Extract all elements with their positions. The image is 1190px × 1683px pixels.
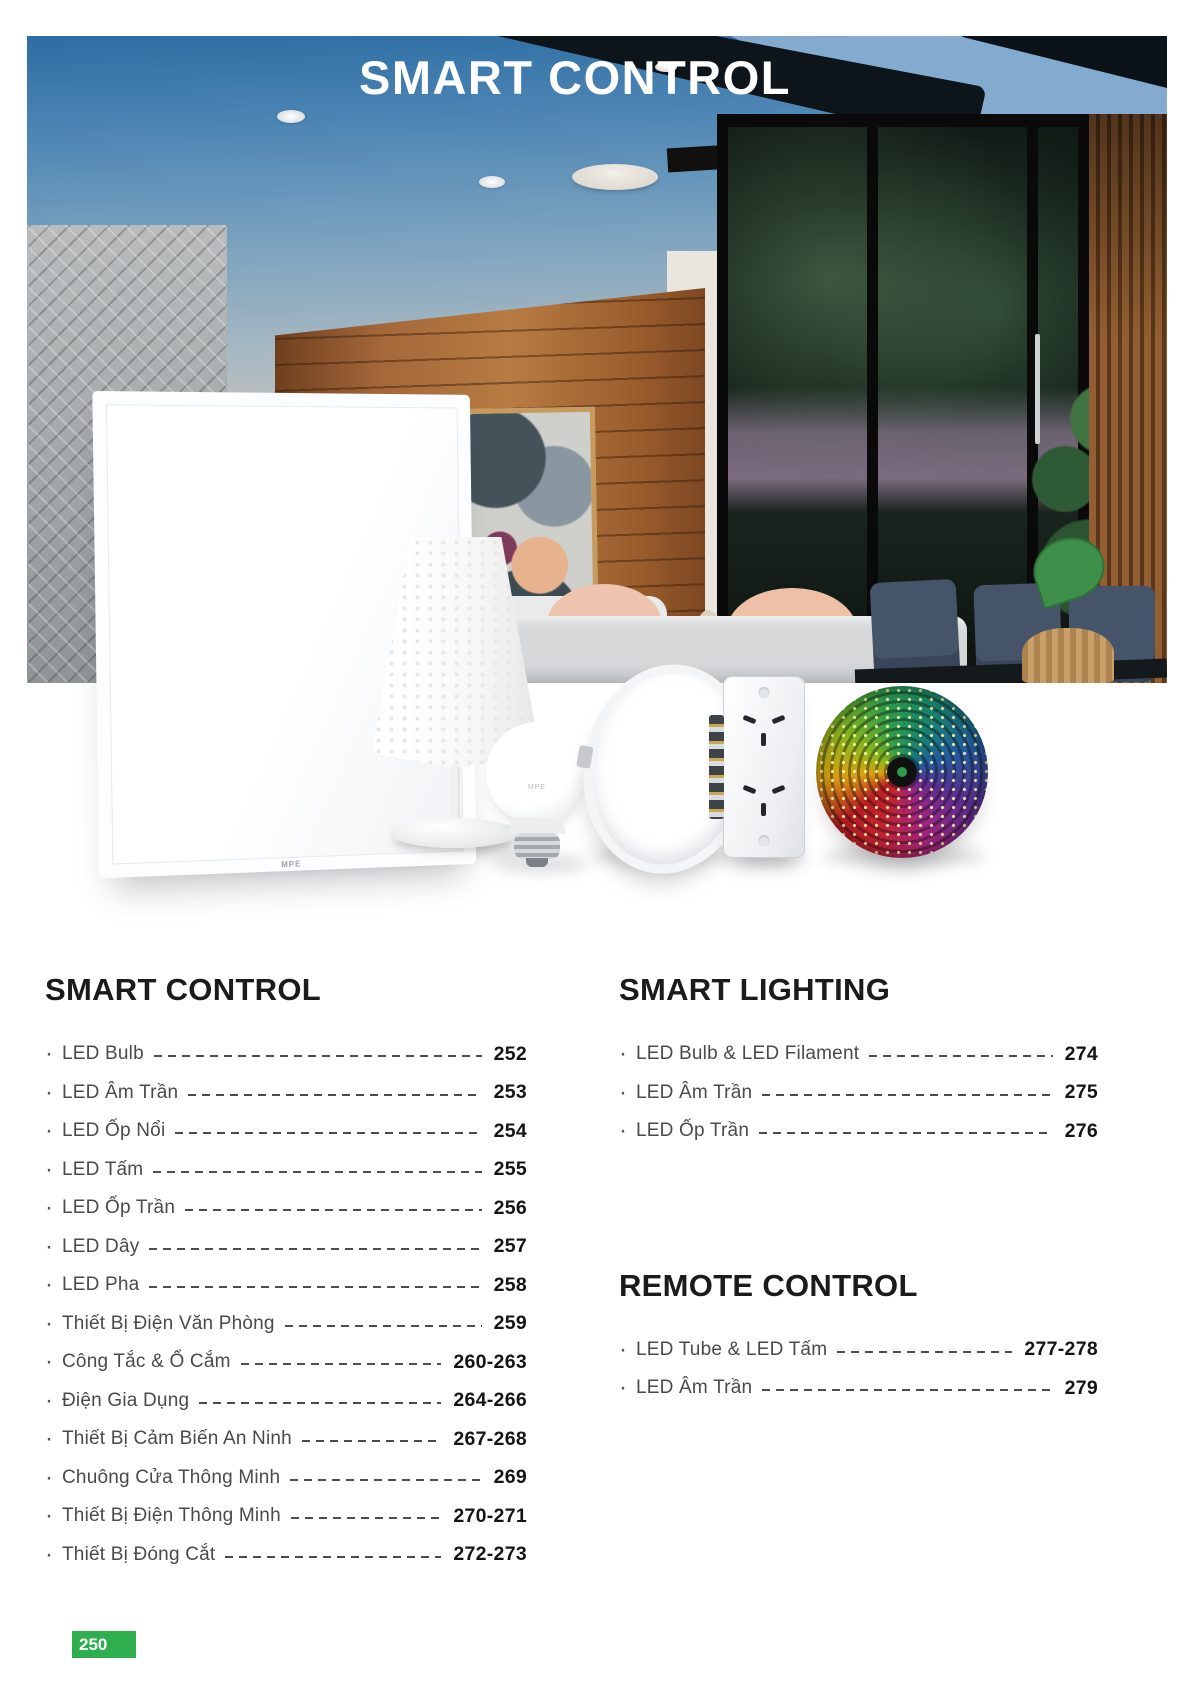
toc-section-heading: SMART LIGHTING: [619, 972, 891, 1007]
terminal-block: [709, 715, 724, 819]
door-frame: [717, 114, 728, 683]
bulb-contact-tip: [526, 858, 548, 867]
bullet-icon: ·: [619, 1078, 627, 1106]
bullet-icon: ·: [45, 1271, 53, 1299]
toc-list: [45, 1035, 527, 1574]
bulb-screw-base: [514, 833, 560, 859]
toc-item[interactable]: [619, 1035, 1098, 1074]
toc-item[interactable]: [619, 1074, 1098, 1113]
toc-item[interactable]: [45, 1112, 527, 1151]
rgb-led-strip-product: [816, 686, 988, 858]
toc-section-heading: SMART CONTROL: [45, 972, 321, 1007]
dashed-leader: [241, 1363, 442, 1365]
toc-item-pages: 258: [493, 1273, 527, 1296]
dashed-leader: [762, 1389, 1052, 1391]
dashed-leader: [302, 1440, 441, 1442]
toc-section-heading: REMOTE CONTROL: [619, 1267, 918, 1303]
bulb-neck: [508, 818, 566, 834]
toc-item[interactable]: [619, 1112, 1098, 1151]
smart-led-bulb-product: [486, 722, 588, 870]
toc-item-label: Thiết Bị Cảm Biến An Ninh: [62, 1428, 292, 1450]
toc-item-pages: 274: [1064, 1042, 1098, 1065]
dashed-leader: [290, 1479, 481, 1481]
bullet-icon: ·: [45, 1386, 53, 1414]
bullet-icon: ·: [45, 1078, 53, 1106]
screw: [759, 687, 770, 698]
bullet-icon: ·: [45, 1463, 53, 1491]
smart-ceiling-device: [572, 164, 658, 190]
socket-outlet: [741, 781, 787, 823]
socket-slot: [772, 785, 786, 795]
bulb-globe: [486, 722, 588, 824]
dashed-leader: [869, 1055, 1052, 1057]
toc-item[interactable]: [619, 1369, 1098, 1408]
bullet-icon: ·: [45, 1425, 53, 1453]
toc-item-pages: 257: [493, 1235, 527, 1258]
toc-item-pages: 259: [493, 1312, 527, 1335]
toc-item[interactable]: [45, 1151, 527, 1190]
bullet-icon: ·: [619, 1335, 627, 1363]
toc-item-label: LED Âm Trần: [636, 1377, 753, 1399]
mounting-clip: [576, 745, 593, 769]
socket-slot: [743, 785, 757, 795]
toc-item-pages: 279: [1064, 1376, 1098, 1399]
toc-item[interactable]: [45, 1459, 527, 1498]
toc-item-pages: 276: [1064, 1119, 1098, 1142]
toc-list: [619, 1331, 1098, 1408]
bullet-icon: ·: [45, 1309, 53, 1337]
bullet-icon: ·: [619, 1117, 627, 1145]
toc-item-pages: 254: [493, 1119, 527, 1142]
toc-item-label: Điện Gia Dụng: [62, 1389, 190, 1411]
toc-item-pages: 260-263: [453, 1350, 527, 1373]
recessed-light: [479, 176, 505, 188]
dashed-leader: [837, 1351, 1012, 1353]
led-chip: [897, 767, 907, 777]
basket: [1022, 628, 1114, 683]
toc-item[interactable]: [45, 1343, 527, 1382]
dashed-leader: [285, 1325, 482, 1327]
bullet-icon: ·: [45, 1155, 53, 1183]
toc-item-label: LED Ốp Trần: [62, 1197, 176, 1219]
bullet-icon: ·: [45, 1232, 53, 1260]
socket-slot: [743, 715, 757, 725]
toc-column-right: [619, 973, 1098, 1408]
toc-item-pages: 264-266: [453, 1389, 527, 1412]
toc-item[interactable]: [45, 1189, 527, 1228]
toc-item-label: Công Tắc & Ổ Cắm: [62, 1351, 231, 1373]
dashed-leader: [291, 1517, 441, 1519]
toc-item-pages: 252: [493, 1042, 527, 1065]
toc-item-label: LED Bulb: [62, 1043, 144, 1065]
table-lamp-stem: [451, 766, 458, 826]
bullet-icon: ·: [45, 1348, 53, 1376]
dashed-leader: [154, 1055, 482, 1057]
toc-item-pages: 256: [493, 1196, 527, 1219]
reel-hub: [887, 757, 917, 787]
dashed-leader: [153, 1171, 481, 1173]
toc-item-label: Thiết Bị Điện Thông Minh: [62, 1505, 281, 1527]
toc-item[interactable]: [45, 1382, 527, 1421]
toc-column-left: [45, 973, 527, 1574]
dashed-leader: [759, 1132, 1052, 1134]
hero-title: SMART CONTROL: [358, 51, 791, 104]
toc-list: [619, 1035, 1098, 1151]
smart-wall-socket-product: [723, 676, 805, 858]
bullet-icon: ·: [45, 1540, 53, 1568]
toc-item[interactable]: [45, 1228, 527, 1267]
toc-item-pages: 277-278: [1024, 1338, 1098, 1361]
toc-item[interactable]: [45, 1497, 527, 1536]
toc-item-pages: 267-268: [453, 1427, 527, 1450]
toc-item-pages: 275: [1064, 1081, 1098, 1104]
toc-item[interactable]: [45, 1035, 527, 1074]
brand-logo: MPE: [527, 784, 547, 791]
dashed-leader: [185, 1209, 481, 1211]
toc-item[interactable]: [45, 1536, 527, 1575]
toc-item-label: LED Âm Trần: [62, 1081, 179, 1103]
dashed-leader: [188, 1094, 481, 1096]
screw: [759, 835, 770, 846]
recessed-light: [277, 110, 305, 123]
dashed-leader: [175, 1132, 481, 1134]
brand-logo: MPE: [281, 859, 302, 870]
bullet-icon: ·: [619, 1040, 627, 1068]
toc-item-label: LED Âm Trần: [636, 1081, 753, 1103]
toc-item-pages: 253: [493, 1081, 527, 1104]
toc-item[interactable]: [45, 1420, 527, 1459]
socket-outlet: [741, 711, 787, 753]
toc-item-label: LED Pha: [62, 1274, 140, 1296]
toc-item-label: LED Tube & LED Tấm: [636, 1338, 828, 1360]
toc-item-pages: 272-273: [453, 1543, 527, 1566]
toc-item-pages: 269: [493, 1466, 527, 1489]
dashed-leader: [762, 1094, 1052, 1096]
toc-item-label: LED Ốp Trần: [636, 1120, 750, 1142]
socket-slot: [761, 733, 766, 746]
bullet-icon: ·: [45, 1502, 53, 1530]
door-handle: [1035, 334, 1040, 444]
toc-item-label: Thiết Bị Điện Văn Phòng: [62, 1312, 275, 1334]
bullet-icon: ·: [45, 1117, 53, 1145]
toc-item[interactable]: [45, 1305, 527, 1344]
dashed-leader: [225, 1556, 441, 1558]
bullet-icon: ·: [619, 1374, 627, 1402]
dashed-leader: [149, 1286, 481, 1288]
toc-item[interactable]: [45, 1266, 527, 1305]
bullet-icon: ·: [45, 1040, 53, 1068]
toc-item[interactable]: [619, 1331, 1098, 1370]
dining-chair: [870, 579, 961, 679]
toc-item-pages: 255: [493, 1158, 527, 1181]
toc-item-label: Thiết Bị Đóng Cắt: [62, 1543, 216, 1565]
toc-item-label: LED Dây: [62, 1235, 140, 1257]
bullet-icon: ·: [45, 1194, 53, 1222]
socket-slot: [772, 715, 786, 725]
toc-item-label: LED Ốp Nổi: [62, 1120, 166, 1142]
socket-slot: [761, 803, 766, 816]
toc-item-label: LED Tấm: [62, 1158, 144, 1180]
toc-item-label: LED Bulb & LED Filament: [636, 1043, 860, 1065]
toc-item-pages: 270-271: [453, 1504, 527, 1527]
page-number-badge: 250: [72, 1631, 136, 1658]
dashed-leader: [149, 1248, 481, 1250]
toc-item[interactable]: [45, 1074, 527, 1113]
dashed-leader: [199, 1402, 441, 1404]
toc-item-label: Chuông Cửa Thông Minh: [62, 1466, 281, 1488]
